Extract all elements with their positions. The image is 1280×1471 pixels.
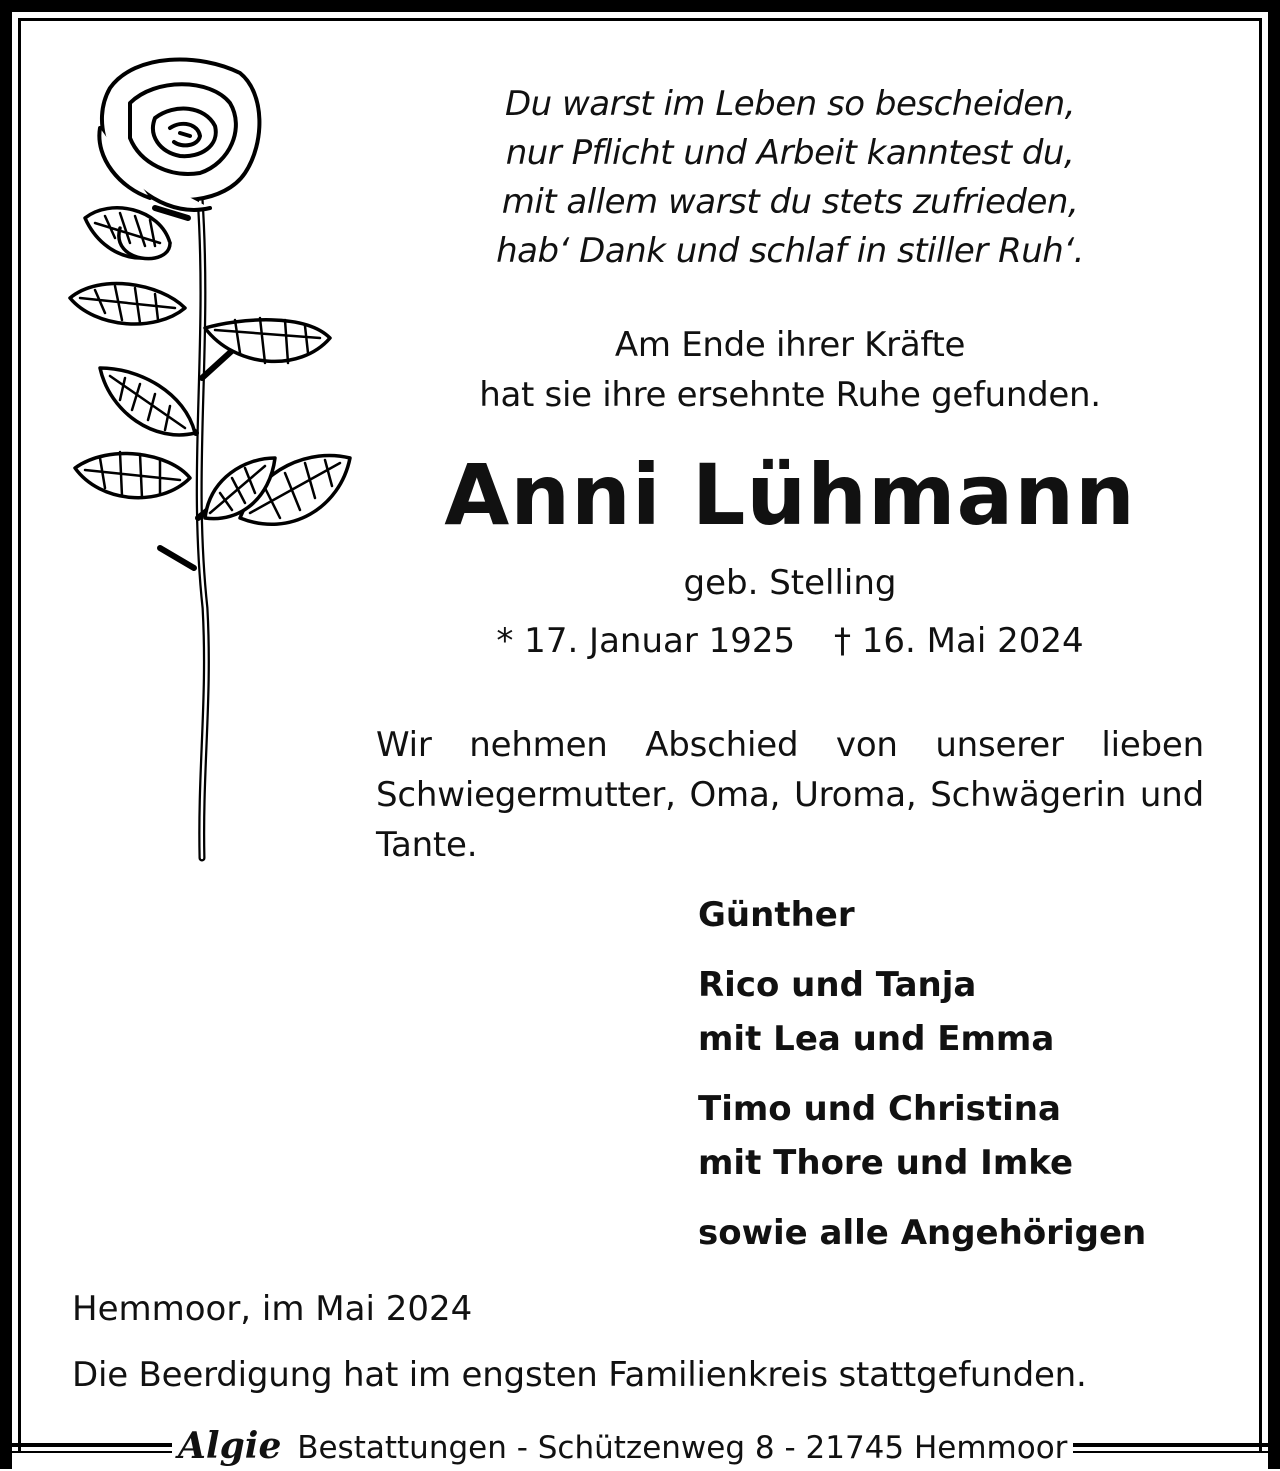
poem-line: hab‘ Dank und schlaf in stiller Ruh‘. — [496, 231, 1084, 271]
deceased-name: Anni Lühmann — [444, 446, 1136, 544]
footer-text: Bestattungen - Schützenweg 8 - 21745 Hemmoor — [297, 1430, 1068, 1466]
intro-line: Am Ende ihrer Kräfte — [614, 325, 966, 365]
mourner-group — [698, 1206, 1146, 1260]
birth-name: geb. Stelling — [683, 563, 897, 603]
mourner-line: mit Lea und Emma — [698, 1019, 1055, 1059]
farewell-text: Wir nehmen Abschied von unserer lieben Schwiegermutter, Oma, Uroma, Schwägerin und Tante. — [376, 725, 1204, 865]
footer — [172, 1423, 1073, 1469]
place-date: Hemmoor, im Mai 2024 — [72, 1289, 473, 1329]
rose-drawing — [60, 48, 360, 868]
mourner-line: sowie alle Angehörigen — [698, 1213, 1147, 1253]
mourner-group — [698, 958, 1146, 1066]
intro-text — [400, 320, 1180, 420]
life-dates — [430, 618, 1150, 664]
mourner-line: Timo und Christina — [698, 1089, 1061, 1129]
mourners-list — [698, 888, 1146, 1276]
poem-line: nur Pflicht und Arbeit kanntest du, — [505, 133, 1075, 173]
death-date: † 16. Mai 2024 — [833, 621, 1084, 661]
intro-line: hat sie ihre ersehnte Ruhe gefunden. — [479, 375, 1101, 415]
poem — [430, 80, 1150, 276]
mourner-line: Rico und Tanja — [698, 965, 977, 1005]
poem-line: Du warst im Leben so bescheiden, — [504, 84, 1076, 124]
poem-line: mit allem warst du stets zufrieden, — [501, 182, 1079, 222]
mourner-line: Günther — [698, 895, 855, 935]
mourner-group — [698, 888, 1146, 942]
funeral-note: Die Beerdigung hat im engsten Familienkreis stattgefunden. — [72, 1355, 1087, 1395]
mourner-line: mit Thore und Imke — [698, 1143, 1074, 1183]
mourner-group — [698, 1082, 1146, 1190]
birth-date: * 17. Januar 1925 — [496, 621, 796, 661]
footer-brand: Algie — [178, 1425, 282, 1467]
